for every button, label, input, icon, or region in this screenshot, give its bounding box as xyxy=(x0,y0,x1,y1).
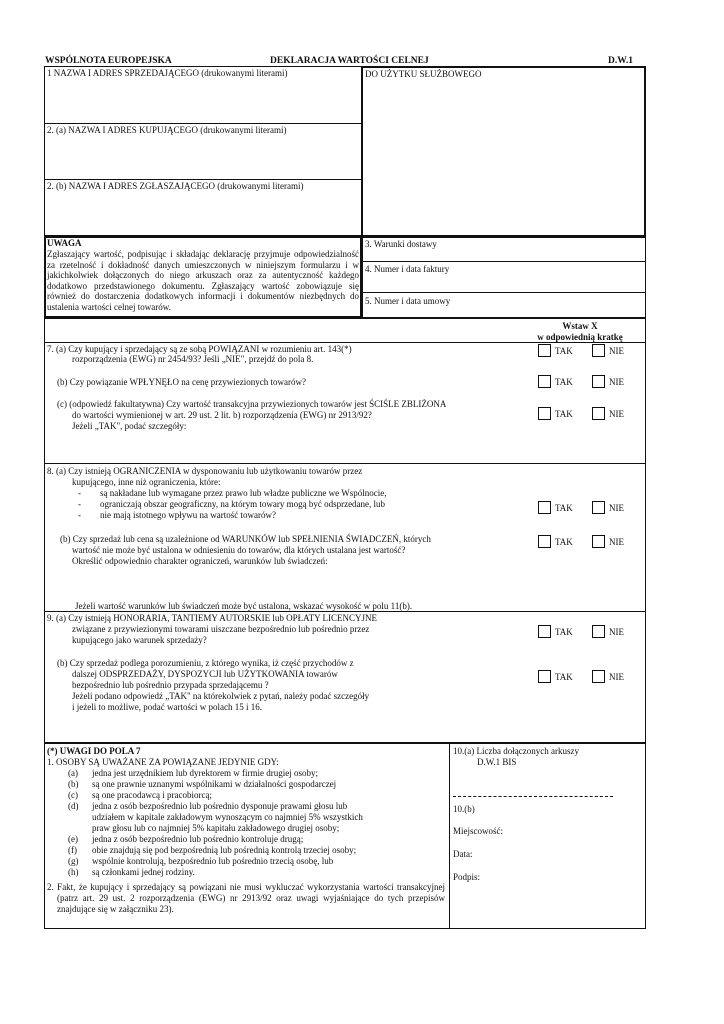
q8b-text-2: wartość nie może być ustalona w odniesieniu do towarów, dla których ustalana jest wartość? xyxy=(72,545,406,555)
form-code: D.W.1 xyxy=(608,56,633,66)
field-5-label: 5. Numer i data umowy xyxy=(365,296,451,306)
notice-title: UWAGA xyxy=(47,238,82,248)
field-2b-label: 2. (b) NAZWA I ADRES ZGŁASZAJĄCEGO (drukowanymi literami) xyxy=(47,181,304,191)
community-label: WSPÓLNOTA EUROPEJSKA xyxy=(45,56,172,66)
notes-item-text: jedna jest urzędnikiem lub dyrektorem w firmie drugiej osoby; xyxy=(92,768,318,778)
field-3-label: 3. Warunki dostawy xyxy=(365,239,437,249)
q8a-dash-1: są nakładane lub wymagane przez prawo lub władze publiczne we Wspólnocie, xyxy=(100,488,387,498)
notes-item-text: jedna z osób bezpośrednio lub pośrednio kontroluje drugą; xyxy=(92,834,304,844)
field-2a-label: 2. (a) NAZWA I ADRES KUPUJĄCEGO (drukowanymi literami) xyxy=(47,125,287,135)
notes-item-key: (b) xyxy=(68,779,79,789)
q9b-no-label: NIE xyxy=(609,672,624,682)
q9a-yes-label: TAK xyxy=(555,627,573,637)
q7a-text: 7. (a) Czy kupujący i sprzedający są ze sobą POWIĄZANI w rozumieniu art. 143(*) xyxy=(47,344,352,354)
field-4-label: 4. Numer i data faktury xyxy=(365,264,450,274)
q8b-yes-label: TAK xyxy=(555,537,573,547)
notes-item-key: (a) xyxy=(68,768,78,778)
notes-item-key: (g) xyxy=(68,856,79,866)
q9b-text: (b) Czy sprzedaż podlega porozumieniu, z którego wynika, iż część przychodów z xyxy=(57,658,354,668)
instruction-line1: Wstaw X xyxy=(562,321,598,331)
q8-note: Jeżeli wartość warunków lub świadczeń może być ustalona, wskazać wysokość w polu 11(b). xyxy=(75,601,413,611)
field-1-label: 1 NAZWA I ADRES SPRZEDAJĄCEGO (drukowanymi literami) xyxy=(47,68,288,78)
q7c-yes-label: TAK xyxy=(555,409,573,419)
parties-block xyxy=(44,66,362,236)
q9a-no-label: NIE xyxy=(609,627,624,637)
q7c-yes-checkbox[interactable] xyxy=(538,407,551,420)
instruction-line2: w odpowiednią kratkę xyxy=(537,332,623,342)
q9b-yes-checkbox[interactable] xyxy=(538,670,551,683)
notes-item-key: (c) xyxy=(68,790,78,800)
q8b-no-checkbox[interactable] xyxy=(592,535,605,548)
q9b-no-checkbox[interactable] xyxy=(592,670,605,683)
q9a-text: 9. (a) Czy istnieją HONORARIA, TANTIEMY AUTORSKIE lub OPŁATY LICENCYJNE xyxy=(47,613,378,623)
q9b-text-4: Jeżeli podano odpowiedź „TAK" na którekolwiek z pytań, należy podać szczegóły xyxy=(72,691,370,701)
notes-title: (*) UWAGI DO POLA 7 xyxy=(47,746,141,756)
q9b-yes-label: TAK xyxy=(555,672,573,682)
notes-item-key: (f) xyxy=(68,845,77,855)
q7a-yes-checkbox[interactable] xyxy=(538,344,551,357)
q8b-yes-checkbox[interactable] xyxy=(538,535,551,548)
q7a-no-checkbox[interactable] xyxy=(592,344,605,357)
q8a-dash-3: nie mają istotnego wpływu na wartość towarów? xyxy=(100,510,276,520)
q8b-text-3: Określić odpowiednio charakter ograniczeń, warunków lub świadczeń: xyxy=(72,556,328,566)
notes-item-text: są członkami jednej rodziny. xyxy=(92,867,195,877)
official-use-label: DO UŻYTKU SŁUŻBOWEGO xyxy=(365,69,482,79)
q7c-text: (c) (odpowiedź fakultatywna) Czy wartość transakcyjna przywiezionych towarów jest ŚCIŚLE ZBLIŻONA xyxy=(57,399,447,409)
q9a-no-checkbox[interactable] xyxy=(592,625,605,638)
field-10a-sublabel: D.W.1 BIS xyxy=(477,757,517,767)
q7a-yes-label: TAK xyxy=(555,346,573,356)
q7b-yes-label: TAK xyxy=(555,377,573,387)
q7c-text-2: do wartości wymienionej w art. 29 ust. 2 lit. b) rozporządzenia (EWG) nr 2913/92? xyxy=(72,410,372,420)
notes-item-text: są one prawnie uznanymi wspólnikami w działalności gospodarczej xyxy=(92,779,337,789)
q7c-no-label: NIE xyxy=(609,409,624,419)
notes-item-text: wspólnie kontrolują, bezpośrednio lub pośrednio trzecią osobę, lub xyxy=(92,856,334,866)
q8a-no-label: NIE xyxy=(609,503,624,513)
q8a-text: 8. (a) Czy istnieją OGRANICZENIA w dysponowaniu lub użytkowaniu towarów przez xyxy=(47,466,363,476)
field-10b-label: 10.(b) xyxy=(453,804,475,814)
q8b-text: (b) Czy sprzedaż lub cena są uzależnione od WARUNKÓW lub SPEŁNIENIA ŚWIADCZEŃ, których xyxy=(60,534,431,544)
date-label: Data: xyxy=(453,849,473,859)
notes-item-key: (e) xyxy=(68,834,78,844)
q7b-no-label: NIE xyxy=(609,377,624,387)
notes-point-1: 1. OSOBY SĄ UWAŻANE ZA POWIĄZANE JEDYNIE GDY: xyxy=(47,757,279,767)
q9a-yes-checkbox[interactable] xyxy=(538,625,551,638)
notes-item-key: (d) xyxy=(68,801,79,811)
q9a-text-3: kupującego jako warunek sprzedaży? xyxy=(72,635,207,645)
q7b-yes-checkbox[interactable] xyxy=(538,375,551,388)
q7c-no-checkbox[interactable] xyxy=(592,407,605,420)
q8a-yes-label: TAK xyxy=(555,503,573,513)
q7c-text-3: Jeżeli „TAK", podać szczegóły: xyxy=(72,421,187,431)
notice-text: Zgłaszający wartość, podpisując i składając deklarację przyjmuje odpowiedzialność za rzetelność i dokładność danych umieszczonych w niniejszym formularzu i w jakichkolwiek dołączonych do niego arkuszach oraz za autentyczność każdego dodatkowo przedstawionego dokumentu. Zgłaszający wartość zobowiązuje się również do dostarczenia dodatkowych informacji i dokumentów niezbędnych do ustalenia wartości celnej towarów. xyxy=(47,249,359,312)
form-title: DEKLARACJA WARTOŚCI CELNEJ xyxy=(270,56,429,66)
q9b-text-5: i jeżeli to możliwe, podać wartości w polach 15 i 16. xyxy=(72,702,262,712)
q8a-yes-checkbox[interactable] xyxy=(538,501,551,514)
notes-point-2: 2. Fakt, że kupujący i sprzedający są powiązani nie musi wykluczać wykorzystania wartości transakcyjnej (patrz art. 29 ust. 2 rozporządzenia (EWG) nr 2913/92 oraz uwagi wyjaśniające do tych przepisów znajdujące się w załączniku 23). xyxy=(47,882,445,914)
q7a-no-label: NIE xyxy=(609,346,624,356)
notes-item-text: praw głosu lub co najmniej 5% kapitału zakładowego drugiej osoby; xyxy=(92,823,340,833)
q9b-text-3: bezpośrednio lub pośrednio przypada sprzedającemu ? xyxy=(72,680,269,690)
field-10a-label: 10.(a) Liczba dołączonych arkuszy xyxy=(453,746,579,756)
q8a-dash-2: ograniczają obszar geograficzny, na którym towary mogą być odsprzedane, lub xyxy=(100,499,386,509)
notes-item-text: są one pracodawcą i pracobiorcą; xyxy=(92,790,212,800)
notes-item-key: (h) xyxy=(68,867,79,877)
q8a-text-2: kupującego, inne niż ograniczenia, które: xyxy=(72,477,221,487)
notes-item-text: udziałem w kapitale zakładowym wynoszącym co najmniej 5% wszystkich xyxy=(92,812,363,822)
q7b-no-checkbox[interactable] xyxy=(592,375,605,388)
notes-item-text: jedna z osób bezpośrednio lub pośrednio dysponuje prawami głosu lub xyxy=(92,801,348,811)
official-use-box[interactable] xyxy=(361,66,646,237)
q8a-no-checkbox[interactable] xyxy=(592,501,605,514)
signature-label: Podpis: xyxy=(453,872,481,882)
place-label: Miejscowość: xyxy=(453,826,503,836)
notes-item-text: obie znajdują się pod bezpośrednią lub pośrednią kontrolą trzeciej osoby; xyxy=(92,845,357,855)
q8b-no-label: NIE xyxy=(609,537,624,547)
q7a-text-2: rozporządzenia (EWG) nr 2454/93? Jeśli „NIE", przejdź do pola 8. xyxy=(72,354,314,364)
q9b-text-2: dalszej ODSPRZEDAŻY, DYSPOZYCJI lub UŻYTKOWANIA towarów xyxy=(72,669,338,679)
q9a-text-2: związane z przywiezionymi towarami uiszczane bezpośrednio lub pośrednio przez xyxy=(72,624,370,634)
q7b-text: (b) Czy powiązanie WPŁYNĘŁO na cenę przywiezionych towarów? xyxy=(57,377,306,387)
